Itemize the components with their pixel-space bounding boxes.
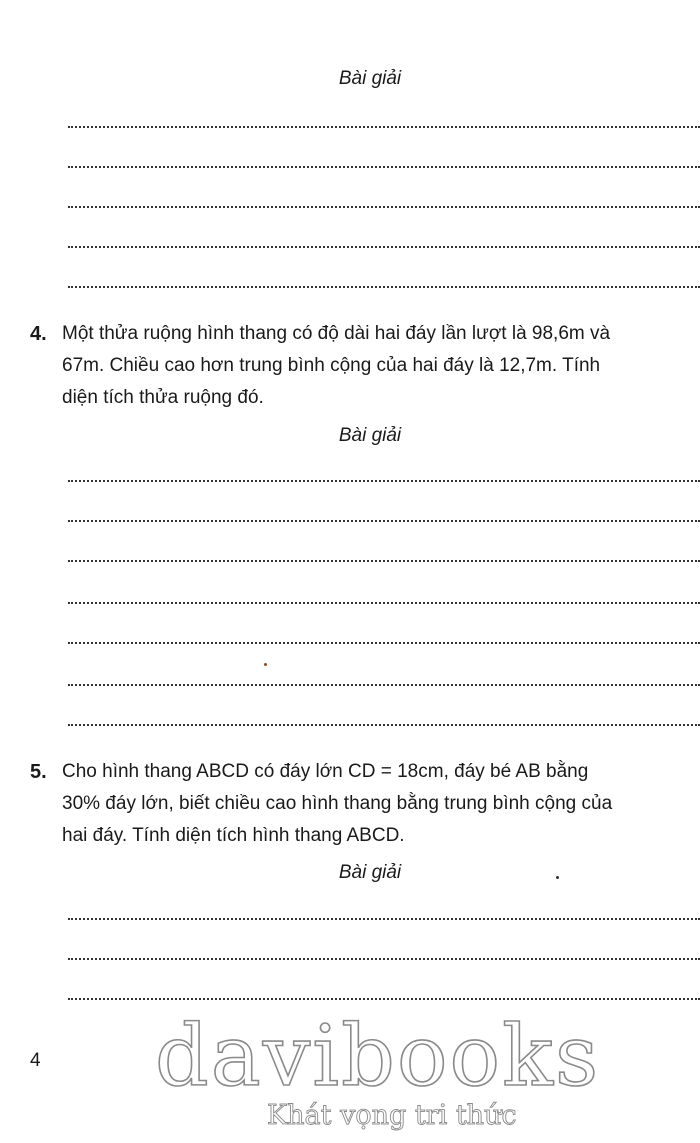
- page-number: 4: [30, 1050, 41, 1071]
- answer-line: [68, 684, 700, 686]
- paper-speck: [264, 663, 267, 666]
- answer-line: [68, 520, 700, 522]
- solution-heading: Bài giải: [338, 425, 402, 446]
- watermark: [155, 1007, 601, 1143]
- paper-speck: [556, 876, 559, 879]
- answer-line: [68, 246, 700, 248]
- problem-4: [30, 318, 700, 418]
- problem-5: [30, 756, 700, 856]
- answer-line: [68, 286, 700, 288]
- answer-line: [68, 998, 700, 1000]
- answer-line: [68, 642, 700, 644]
- answer-line: [68, 602, 700, 604]
- problem-text: Cho hình thang ABCD có đáy lớn CD = 18cm, đáy bé AB bằng 30% đáy lớn, biết chiều cao hình thang bằng trung bình cộng của hai đáy. Tính diện tích hình thang ABCD.: [62, 761, 613, 846]
- watermark-name: davibooks: [155, 1007, 601, 1105]
- answer-line: [68, 560, 700, 562]
- problem-number: 5.: [30, 761, 47, 783]
- answer-line: [68, 480, 700, 482]
- answer-line: [68, 166, 700, 168]
- answer-line: [68, 206, 700, 208]
- answer-line: [68, 126, 700, 128]
- watermark-slogan: Khát vọng tri thức: [267, 1100, 517, 1131]
- answer-line: [68, 958, 700, 960]
- problem-number: 4.: [30, 323, 47, 345]
- problem-text: Một thửa ruộng hình thang có độ dài hai đáy lần lượt là 98,6m và 67m. Chiều cao hơn trung bình cộng của hai đáy là 12,7m. Tính diện tích thửa ruộng đó.: [62, 323, 611, 408]
- answer-line: [68, 918, 700, 920]
- solution-heading: Bài giải: [338, 68, 402, 89]
- answer-line: [68, 724, 700, 726]
- solution-heading: Bài giải: [338, 862, 402, 883]
